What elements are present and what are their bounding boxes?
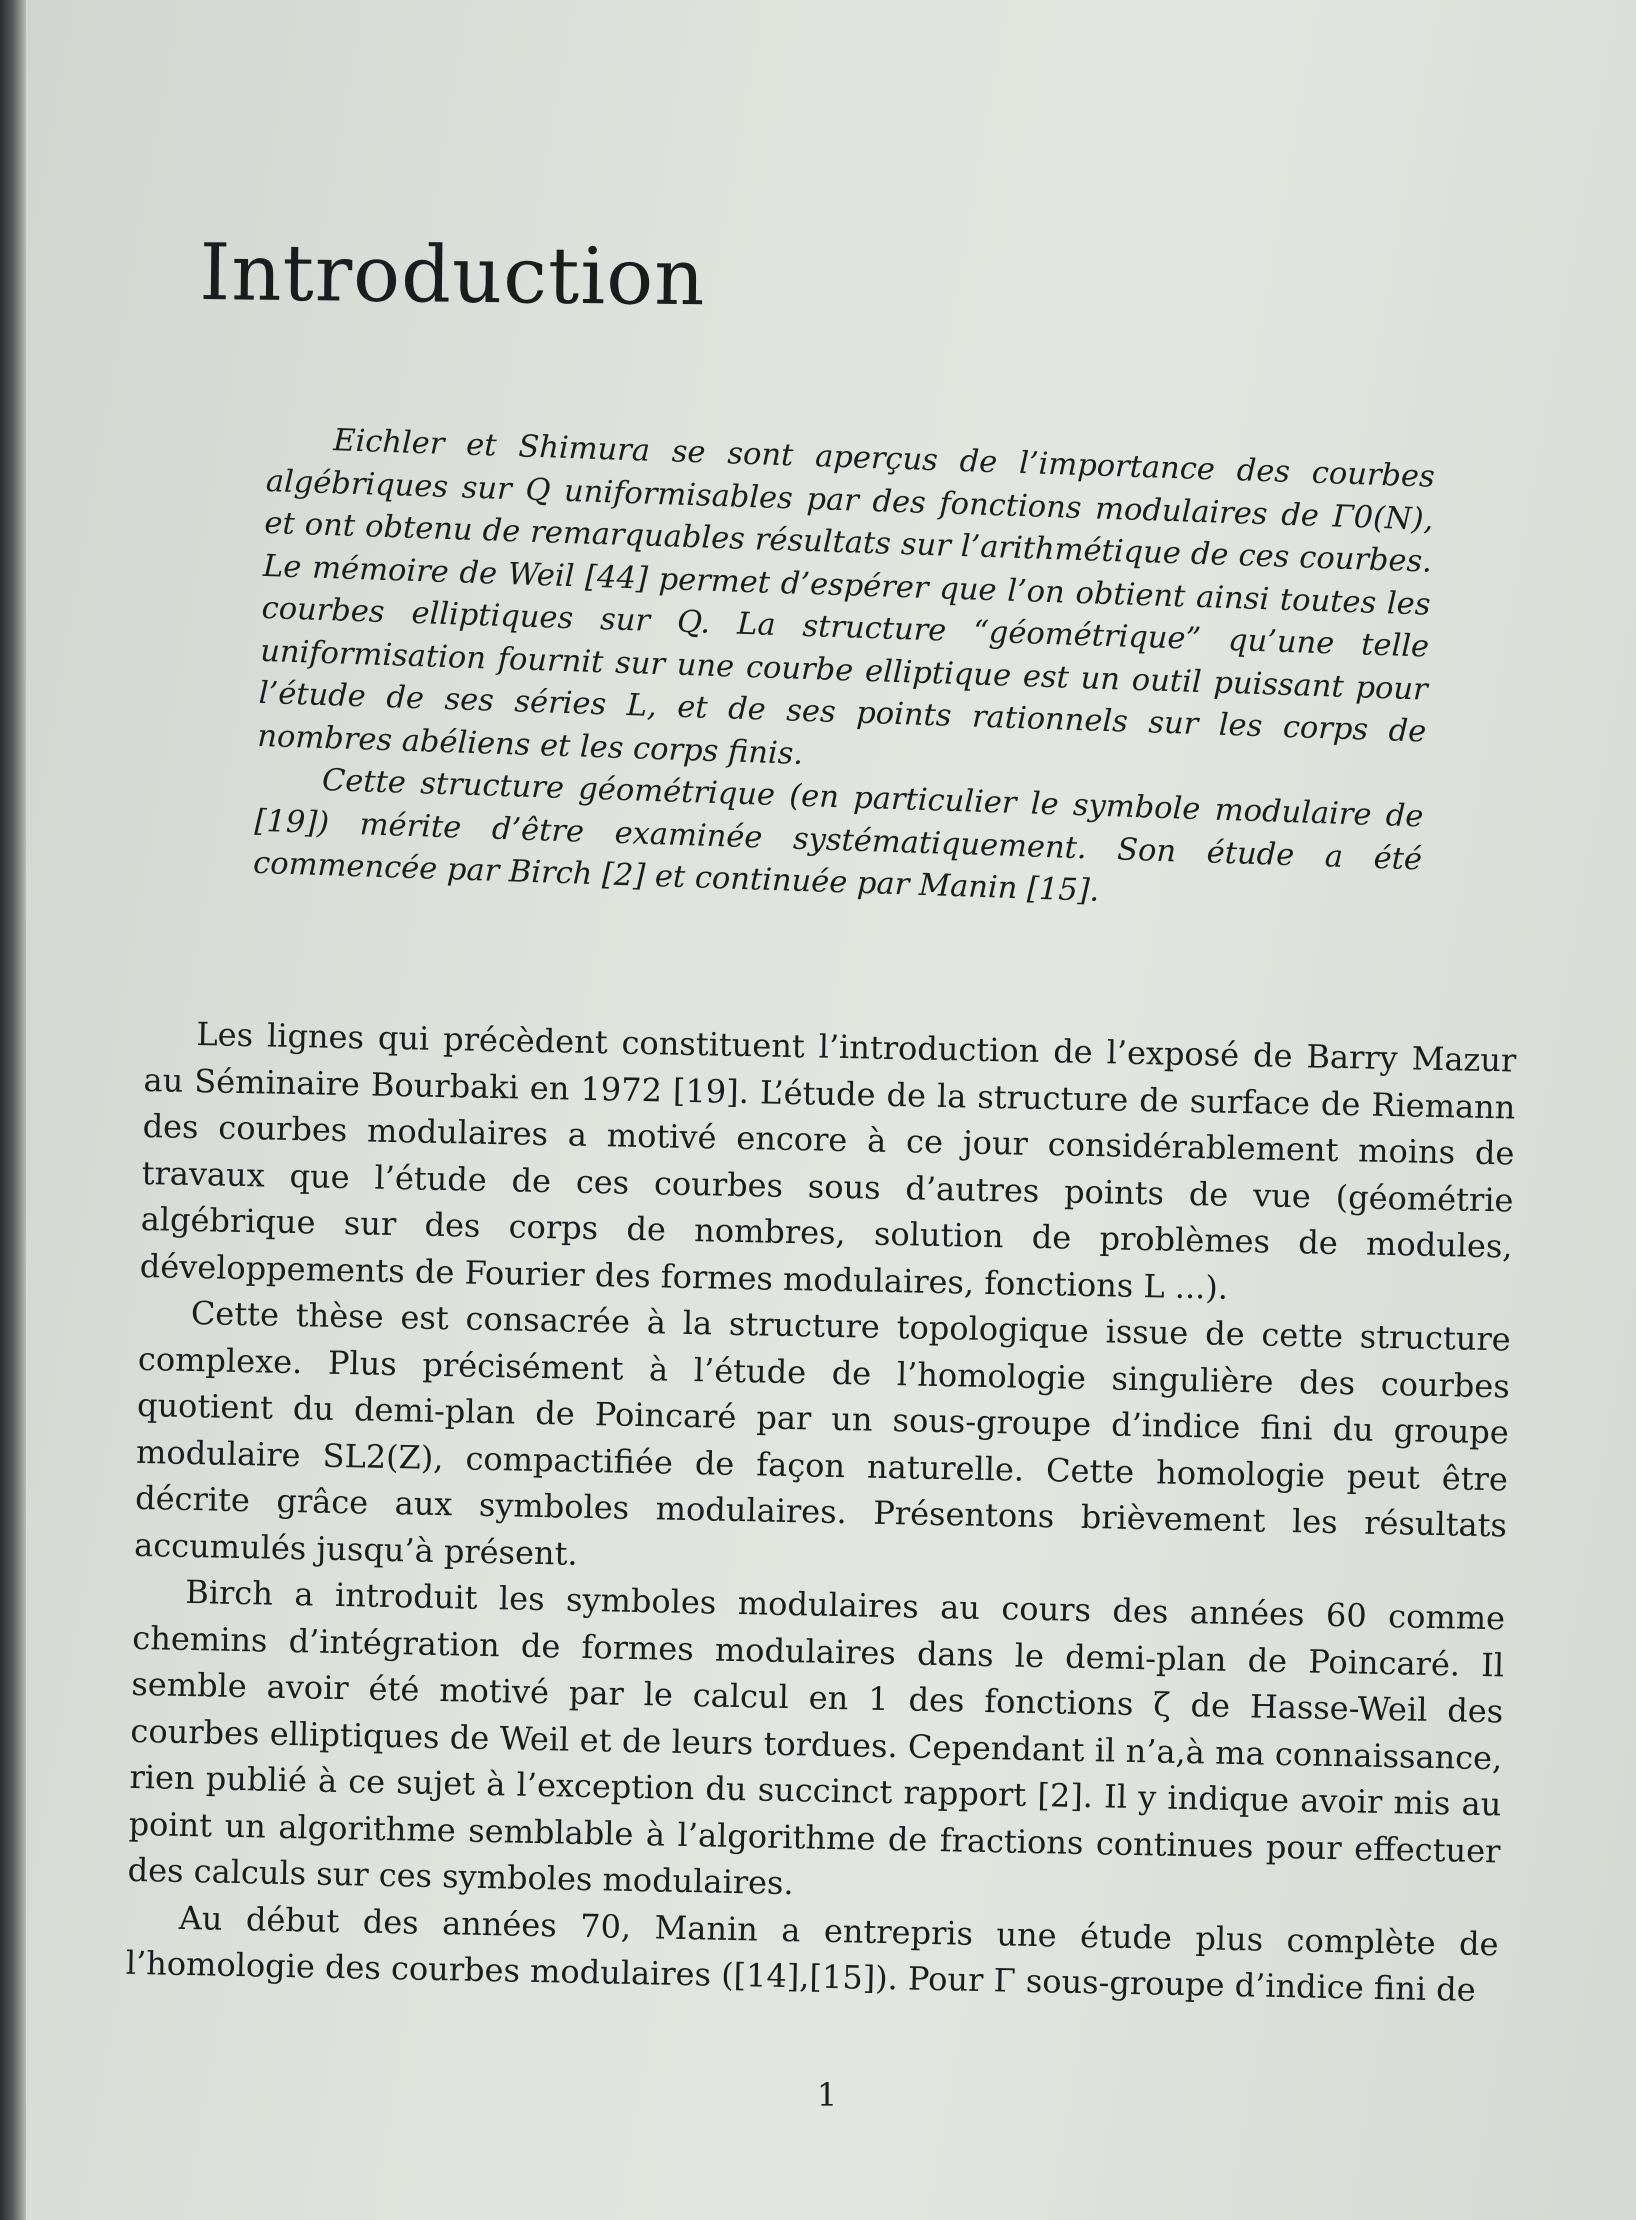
epigraph-quote [252, 418, 1435, 924]
body-paragraph: Cette thèse est consacrée à la structure topologique issue de cette structure complexe. Plus précisément à l’étude de l’homologie singulière des courbes quotient du demi-plan de Poincaré par un sous-groupe d’indice fini du groupe modulaire SL2(Z), compactifiée de façon naturelle. Cette homologie peut être décrite grâce aux symboles modulaires. Présentons brièvement les résultats accumulés jusqu’à présent. [133, 1293, 1512, 1573]
body-paragraph: Les lignes qui précèdent constituent l’introduction de l’exposé de Barry Mazur au Séminaire Bourbaki en 1972 [19]. L’étude de la structure de surface de Riemann des courbes modulaires a motivé encore à ce jour considérablement moins de travaux que l’étude de ces courbes sous d’autres points de vue (géométrie algébrique sur des corps de nombres, solution de problèmes de modules, développements de Fourier des formes modulaires, fonctions L ...). [139, 1015, 1517, 1307]
book-binding-edge [0, 0, 26, 2220]
body-paragraph: Au début des années 70, Manin a entrepris une étude plus complète de l’homologie des courbes modulaires ([14],[15]). Pour Γ sous-groupe d’indice fini de [125, 1898, 1499, 2009]
epigraph-paragraph: Eichler et Shimura se sont aperçus de l’importance des courbes algébriques sur Q uniformisables par des fonctions modulaires de Γ0(N), et ont obtenu de remarquables résultats sur l’arithmétique de ces courbes. Le mémoire de Weil [44] permet d’espérer que l’on obtient ainsi toutes les courbes elliptiques sur Q. La structure “géométrique” qu’une telle uniformisation fournit sur une courbe elliptique est un outil puissant pour l’étude de ses séries L, et de ses points rationnels sur les corps de nombres abéliens et les corps finis. [256, 423, 1436, 772]
chapter-title: Introduction [199, 228, 706, 324]
epigraph-paragraph: Cette structure géométrique (en particulier le symbole modulaire de [19]) mérite d’être examinée systématiquement. Son étude a été commencée par Birch [2] et continuée par Manin [15]. [252, 762, 1424, 909]
body-paragraph: Birch a introduit les symboles modulaires au cours des années 60 comme chemins d’intégration de formes modulaires dans le demi-plan de Poincaré. Il semble avoir été motivé par le calcul en 1 des fonctions ζ de Hasse-Weil des courbes elliptiques de Weil et de leurs tordues. Cependant il n’a,à ma connaissance, rien publié à ce sujet à l’exception du succinct rapport [2]. Il y indique avoir mis au point un algorithme semblable à l’algorithme de fractions continues pour effectuer des calculs sur ces symboles modulaires. [127, 1572, 1506, 1903]
body-text [125, 1010, 1516, 2014]
page-number: 1 [816, 2076, 838, 2114]
